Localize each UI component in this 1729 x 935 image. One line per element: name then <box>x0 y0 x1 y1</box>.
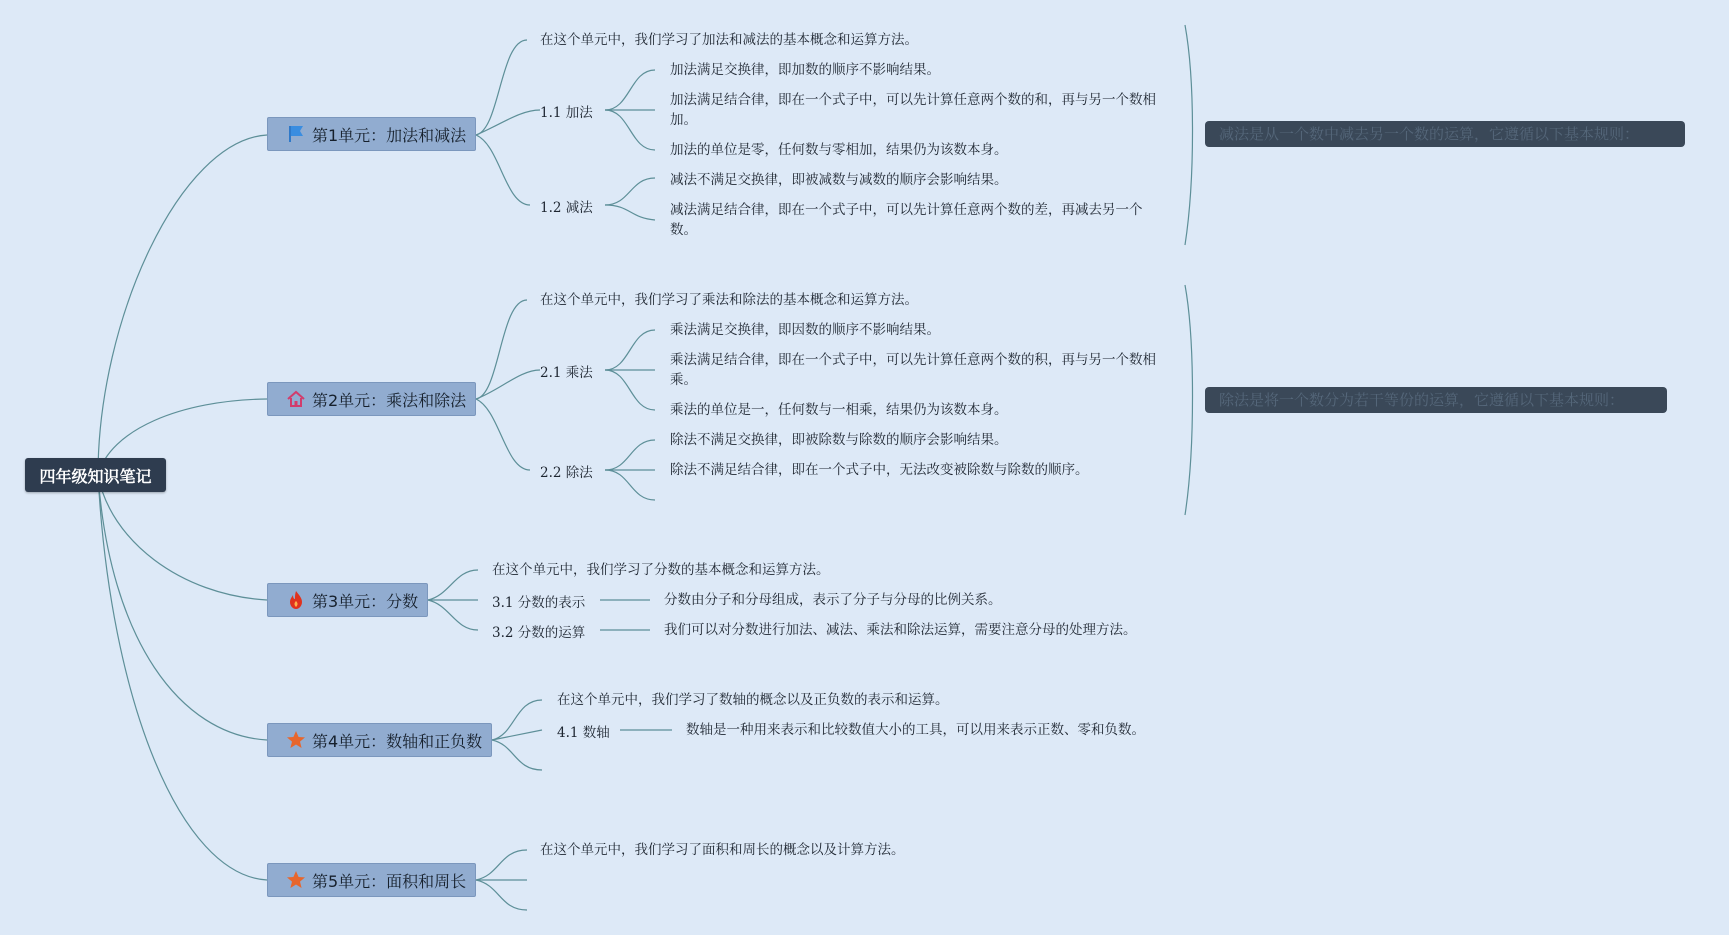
fire-icon <box>286 590 306 610</box>
star-icon <box>286 730 306 750</box>
section-3-2[interactable]: 3.2 分数的运算 <box>492 625 586 641</box>
point-1-2-1: 减法不满足交换律，即被减数与减数的顺序会影响结果。 <box>670 172 1008 188</box>
unit-5-node[interactable]: 第5单元：面积和周长 <box>267 863 476 897</box>
point-1-1-2: 加法满足结合律，即在一个式子中，可以先计算任意两个数的和，再与另一个数相加。 <box>670 92 1156 128</box>
unit-2-node[interactable]: 第2单元：乘法和除法 <box>267 382 476 416</box>
blue-flag-icon <box>286 124 306 144</box>
star-icon <box>286 870 306 890</box>
unit-1-summary[interactable]: 减法是从一个数中减去另一个数的运算，它遵循以下基本规则： <box>1205 121 1685 147</box>
section-3-1[interactable]: 3.1 分数的表示 <box>492 595 586 611</box>
unit-2-intro: 在这个单元中，我们学习了乘法和除法的基本概念和运算方法。 <box>540 292 918 308</box>
point-1-1-1: 加法满足交换律，即加数的顺序不影响结果。 <box>670 62 940 78</box>
unit-4-node[interactable]: 第4单元：数轴和正负数 <box>267 723 492 757</box>
point-1-1-3: 加法的单位是零，任何数与零相加，结果仍为该数本身。 <box>670 142 1008 158</box>
point-4-1-1: 数轴是一种用来表示和比较数值大小的工具，可以用来表示正数、零和负数。 <box>686 722 1145 738</box>
section-1-1[interactable]: 1.1 加法 <box>540 105 593 121</box>
section-1-2[interactable]: 1.2 减法 <box>540 200 593 216</box>
unit-5-intro: 在这个单元中，我们学习了面积和周长的概念以及计算方法。 <box>540 842 905 858</box>
section-2-2[interactable]: 2.2 除法 <box>540 465 593 481</box>
point-3-2-1: 我们可以对分数进行加法、减法、乘法和除法运算，需要注意分母的处理方法。 <box>664 622 1137 638</box>
unit-1-intro: 在这个单元中，我们学习了加法和减法的基本概念和运算方法。 <box>540 32 918 48</box>
section-4-1[interactable]: 4.1 数轴 <box>557 725 610 741</box>
section-2-1[interactable]: 2.1 乘法 <box>540 365 593 381</box>
unit-3-intro: 在这个单元中，我们学习了分数的基本概念和运算方法。 <box>492 562 830 578</box>
point-3-1-1: 分数由分子和分母组成，表示了分子与分母的比例关系。 <box>664 592 1002 608</box>
point-2-1-2: 乘法满足结合律，即在一个式子中，可以先计算任意两个数的积，再与另一个数相乘。 <box>670 352 1156 388</box>
unit-4-intro: 在这个单元中，我们学习了数轴的概念以及正负数的表示和运算。 <box>557 692 949 708</box>
point-1-2-2: 减法满足结合律，即在一个式子中，可以先计算任意两个数的差，再减去另一个数。 <box>670 202 1143 238</box>
unit-2-summary[interactable]: 除法是将一个数分为若干等份的运算，它遵循以下基本规则： <box>1205 387 1667 413</box>
unit-3-node[interactable]: 第3单元：分数 <box>267 583 428 617</box>
house-icon <box>286 389 306 409</box>
point-2-2-1: 除法不满足交换律，即被除数与除数的顺序会影响结果。 <box>670 432 1008 448</box>
point-2-1-3: 乘法的单位是一，任何数与一相乘，结果仍为该数本身。 <box>670 402 1008 418</box>
point-2-1-1: 乘法满足交换律，即因数的顺序不影响结果。 <box>670 322 940 338</box>
unit-1-node[interactable]: 第1单元：加法和减法 <box>267 117 476 151</box>
point-2-2-2: 除法不满足结合律，即在一个式子中，无法改变被除数与除数的顺序。 <box>670 462 1089 478</box>
root-node[interactable]: 四年级知识笔记 <box>25 458 166 492</box>
